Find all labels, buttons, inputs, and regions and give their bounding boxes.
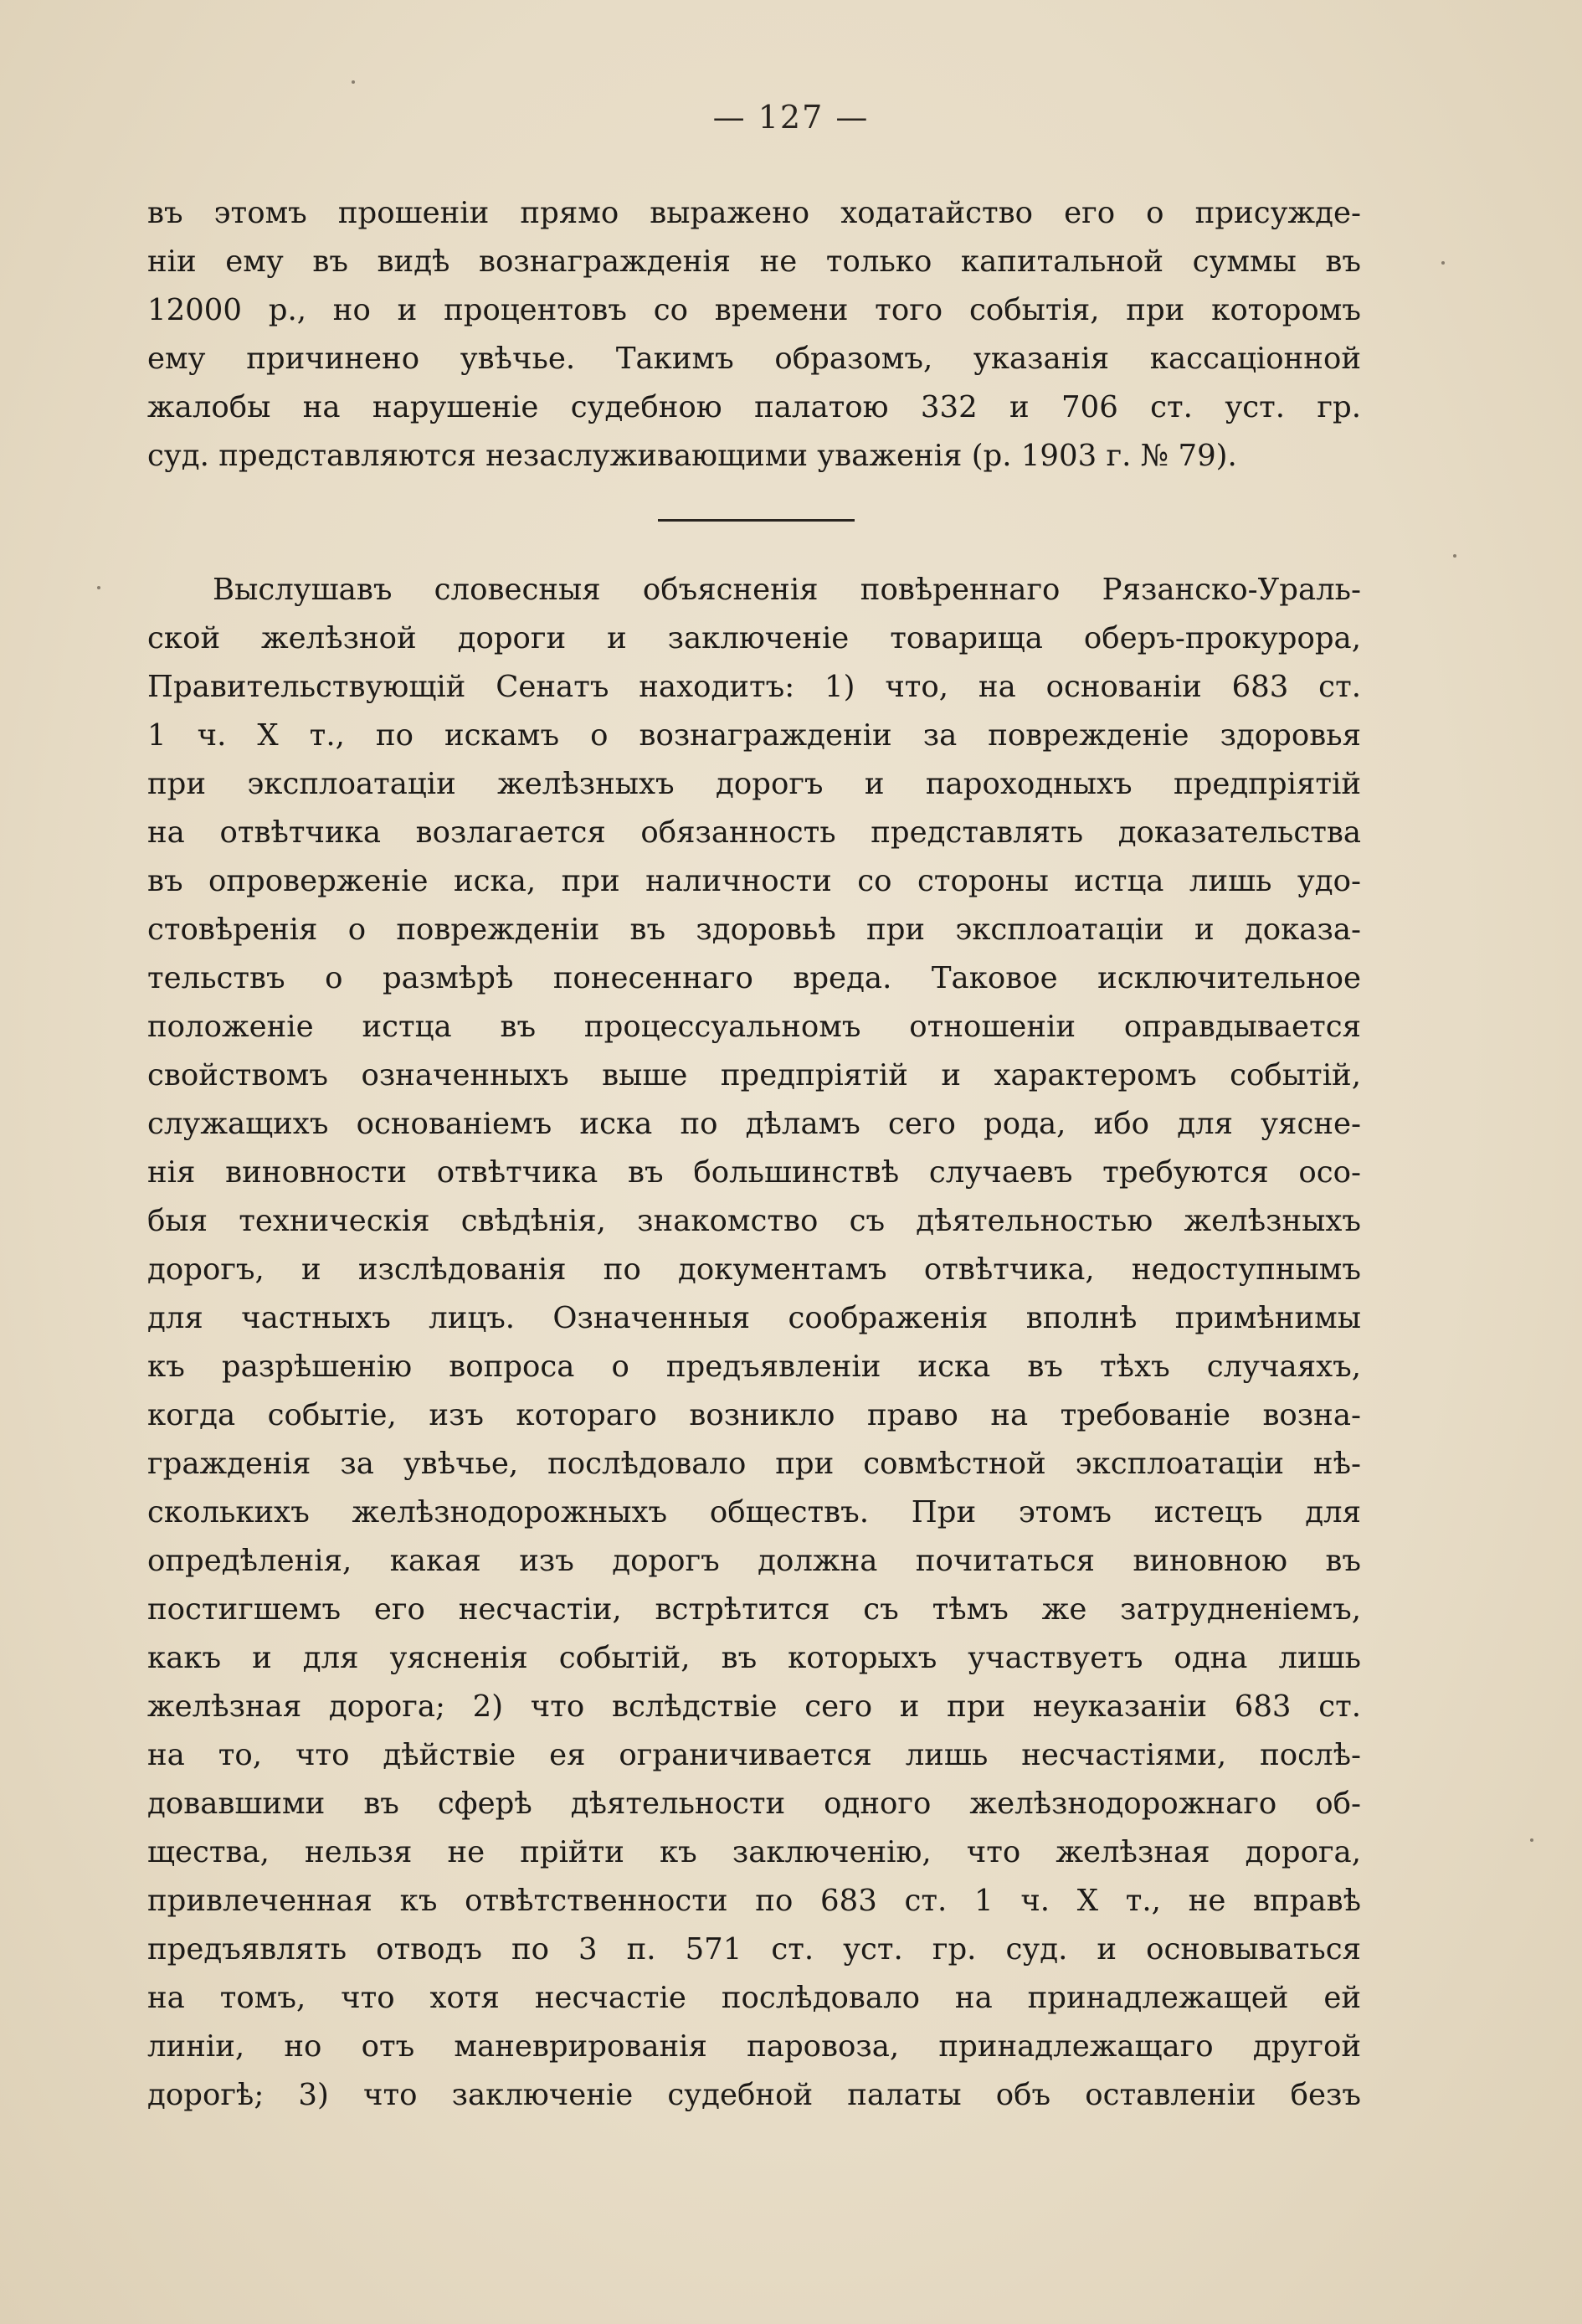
text-line: стовѣренiя о поврежденiи въ здоровьѣ при эксплоатацiи и доказа-: [147, 913, 1361, 947]
text-line: къ разрѣшенiю вопроса о предъявленiи иска въ тѣхъ случаяхъ,: [147, 1350, 1361, 1384]
text-line: гражденiя за увѣчье, послѣдовало при совмѣстной эксплоатацiи нѣ-: [147, 1447, 1361, 1481]
text-line: ему причинено увѣчье. Такимъ образомъ, указанiя кассацiонной: [147, 342, 1361, 376]
text-line: сколькихъ желѣзнодорожныхъ обществъ. При этомъ истецъ для: [147, 1495, 1361, 1530]
text-line: какъ и для уясненiя событiй, въ которыхъ участвуетъ одна лишь: [147, 1641, 1361, 1675]
text-line: на отвѣтчика возлагается обязанность представлять доказательства: [147, 815, 1361, 850]
text-line: въ этомъ прошенiи прямо выражено ходатайство его о присужде-: [147, 196, 1361, 230]
paragraph-continuation: [147, 189, 1361, 481]
text-line: при эксплоатацiи желѣзныхъ дорогъ и пароходныхъ предпрiятiй: [147, 767, 1361, 801]
text-line: для частныхъ лицъ. Означенныя соображенiя вполнѣ примѣнимы: [147, 1301, 1361, 1335]
text-line: предъявлять отводъ по 3 п. 571 ст. уст. гр. суд. и основываться: [147, 1932, 1361, 1967]
text-line: 12000 р., но и процентовъ со времени того событiя, при которомъ: [147, 293, 1361, 327]
text-line: ской желѣзной дороги и заключенiе товарища оберъ-прокурора,: [147, 621, 1361, 656]
paper-speck: [352, 80, 355, 84]
text-line: свойствомъ означенныхъ выше предпрiятiй и характеромъ событiй,: [147, 1058, 1361, 1093]
text-line: служащихъ основанiемъ иска по дѣламъ сего рода, ибо для уясне-: [147, 1107, 1361, 1141]
text-line: въ опроверженiе иска, при наличности со стороны истца лишь удо-: [147, 864, 1361, 898]
text-line: щества, нельзя не прiйти къ заключенiю, что желѣзная дорога,: [147, 1835, 1361, 1869]
text-line: привлеченная къ отвѣтственности по 683 ст. 1 ч. X т., не вправѣ: [147, 1884, 1361, 1918]
text-line: Правительствующiй Сенатъ находитъ: 1) что, на основанiи 683 ст.: [147, 670, 1361, 704]
text-line: нiи ему въ видѣ вознагражденiя не только капитальной суммы въ: [147, 244, 1361, 279]
text-line: опредѣленiя, какая изъ дорогъ должна почитаться виновною въ: [147, 1544, 1361, 1578]
text-line: жалобы на нарушенiе судебною палатою 332 и 706 ст. уст. гр.: [147, 390, 1361, 424]
section-separator-rule: [658, 519, 855, 522]
paper-speck: [1530, 1838, 1533, 1842]
text-line: желѣзная дорога; 2) что вслѣдствiе сего и при неуказанiи 683 ст.: [147, 1689, 1361, 1724]
text-line: дорогѣ; 3) что заключенiе судебной палаты объ оставленiи безъ: [147, 2078, 1361, 2112]
text-line: постигшемъ его несчастiи, встрѣтится съ тѣмъ же затрудненiемъ,: [147, 1592, 1361, 1627]
text-line: 1 ч. X т., по искамъ о вознагражденiи за поврежденiе здоровья: [147, 718, 1361, 753]
paragraph-senate-decision: [147, 566, 1361, 2120]
text-line: довавшими въ сферѣ дѣятельности одного желѣзнодорожнаго об-: [147, 1787, 1361, 1821]
text-line: на то, что дѣйствiе ея ограничивается лишь несчастiями, послѣ-: [147, 1738, 1361, 1772]
text-line: нiя виновности отвѣтчика въ большинствѣ случаевъ требуются осо-: [147, 1155, 1361, 1190]
text-line: дорогъ, и изслѣдованiя по документамъ отвѣтчика, недоступнымъ: [147, 1252, 1361, 1287]
page-number: — 127 —: [712, 99, 870, 136]
text-line-indented: Выслушавъ словесныя объясненiя повѣреннаго Рязанско-Ураль-: [213, 573, 1361, 607]
text-line: линiи, но отъ маневрированiя паровоза, принадлежащаго другой: [147, 2029, 1361, 2064]
paper-speck: [1441, 261, 1445, 265]
text-line: тельствъ о размѣрѣ понесеннаго вреда. Таковое исключительное: [147, 961, 1361, 995]
text-line: положенiе истца въ процессуальномъ отношенiи оправдывается: [147, 1010, 1361, 1044]
paper-speck: [1453, 554, 1456, 558]
text-line: на томъ, что хотя несчастiе послѣдовало на принадлежащей ей: [147, 1981, 1361, 2015]
text-line: суд. представляются незаслуживающими уваженiя (р. 1903 г. № 79).: [147, 439, 1237, 473]
paper-speck: [97, 586, 100, 589]
text-line: быя техническiя свѣдѣнiя, знакомство съ дѣятельностью желѣзныхъ: [147, 1204, 1361, 1238]
text-line: когда событiе, изъ котораго возникло право на требованiе возна-: [147, 1398, 1361, 1432]
